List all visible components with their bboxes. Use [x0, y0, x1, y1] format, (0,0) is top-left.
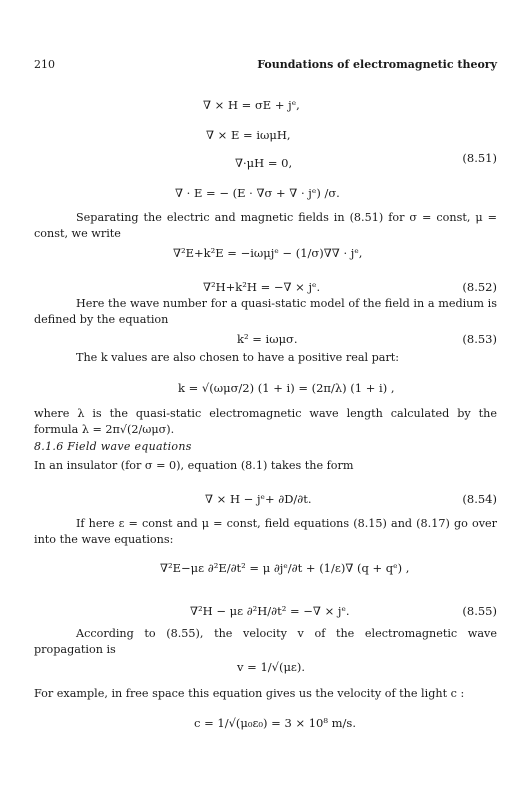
equation-wave-e: ∇²E−με ∂²E/∂t² = μ ∂jᵉ/∂t + (1/ε)∇ (q + qᵉ) ,: [160, 561, 410, 575]
equation-number-855: (8.55): [462, 604, 497, 618]
equation-number-853: (8.53): [462, 332, 497, 346]
equation-helmholtz-e: ∇²E+k²E = −iωμjᵉ − (1/σ)∇∇ · jᵉ,: [173, 246, 363, 260]
equation-number-852: (8.52): [462, 280, 497, 294]
paragraph-velocity: According to (8.55), the velocity v of the electromagnetic wave propagation is: [34, 627, 497, 656]
equation-div-e: ∇ · E = − (E · ∇σ + ∇ · jᵉ) /σ.: [175, 186, 340, 200]
equation-wave-h: ∇²H − με ∂²H/∂t² = −∇ × jᵉ.: [190, 604, 350, 618]
equation-curl-e: ∇ × E = iωμH,: [206, 128, 291, 142]
page-number: 210: [34, 58, 55, 71]
running-title: Foundations of electromagnetic theory: [257, 58, 497, 71]
equation-wave-number: k² = iωμσ.: [237, 332, 298, 346]
equation-number-851: (8.51): [462, 151, 497, 165]
equation-velocity: v = 1/√(με).: [237, 660, 306, 674]
equation-curl-h: ∇ × H = σE + jᵉ,: [203, 98, 300, 112]
paragraph-separating: Separating the electric and magnetic fields in (8.51) for σ = const, μ = const, we write: [34, 211, 497, 240]
equation-speed-of-light: c = 1/√(μ₀ε₀) = 3 × 10⁸ m/s.: [194, 716, 356, 730]
paragraph-wavelength: where λ is the quasi-static electromagnetic wave length calculated by the formula λ = 2π√(2/ωμσ).: [34, 407, 497, 436]
equation-number-854: (8.54): [462, 492, 497, 506]
equation-helmholtz-h: ∇²H+k²H = −∇ × jᵉ.: [203, 280, 321, 294]
equation-div-h: ∇·μH = 0,: [235, 156, 293, 170]
paragraph-insulator: In an insulator (for σ = 0), equation (8.1) takes the form: [34, 459, 354, 472]
equation-ampere-insulator: ∇ × H − jᵉ+ ∂D/∂t.: [205, 492, 312, 506]
paragraph-wave-number: Here the wave number for a quasi-static model of the field in a medium is defined by the equation: [34, 297, 497, 326]
paragraph-wave-equations: If here ε = const and μ = const, field equations (8.15) and (8.17) go over into the wave equations:: [34, 517, 497, 546]
paragraph-free-space: For example, in free space this equation gives us the velocity of the light c :: [34, 687, 465, 700]
paragraph-k-values: The k values are also chosen to have a positive real part:: [76, 351, 400, 364]
section-heading: 8.1.6 Field wave equations: [34, 440, 192, 453]
equation-k-value: k = √(ωμσ/2) (1 + i) = (2π/λ) (1 + i) ,: [178, 381, 395, 395]
